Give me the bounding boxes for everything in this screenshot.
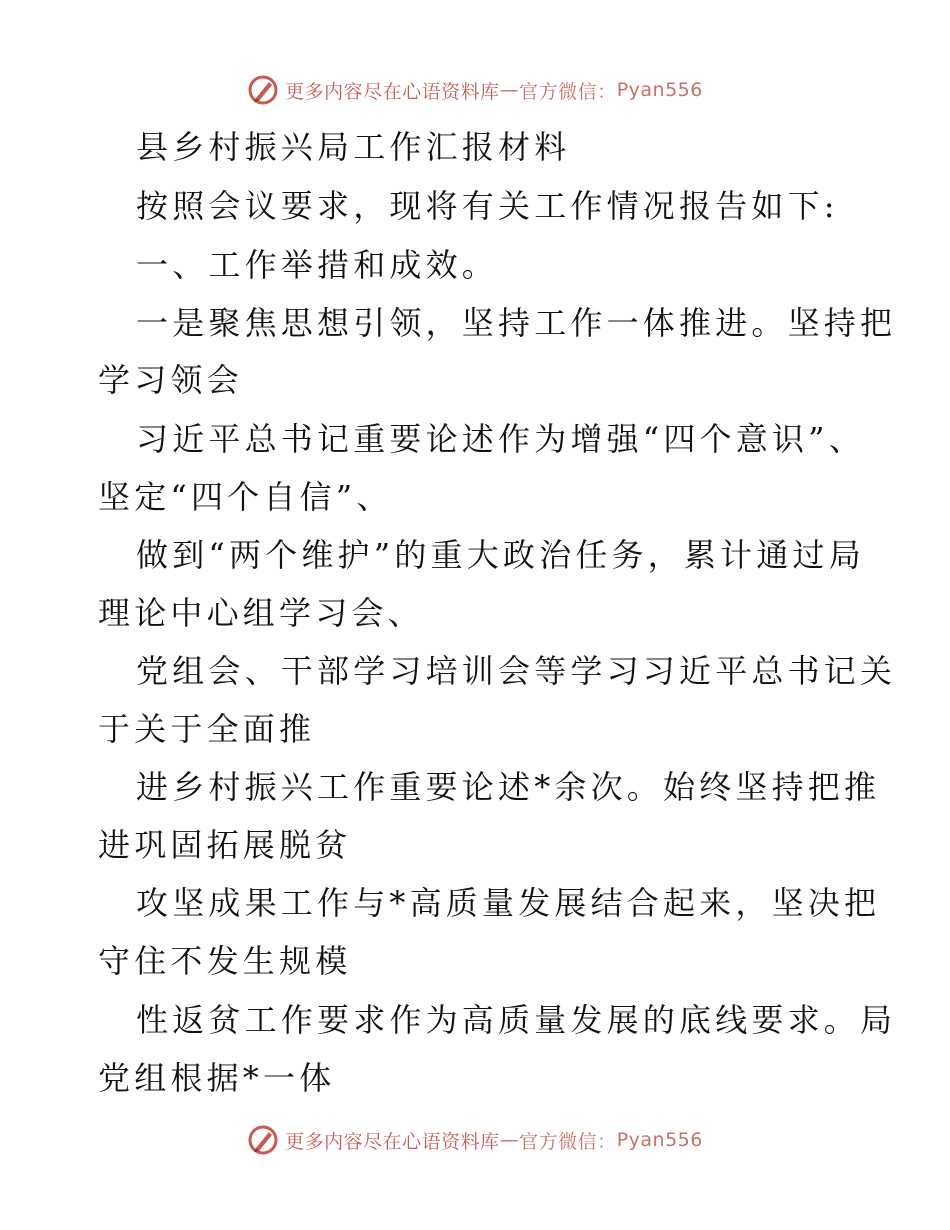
- header-watermark: [0, 70, 950, 110]
- doc-line: 学习领会: [98, 361, 243, 399]
- section-heading: 一、工作举措和成效。: [136, 246, 499, 284]
- doc-line: 守住不发生规模: [98, 942, 352, 980]
- watermark-text-main: 更多内容尽在心语资料库: [285, 1130, 500, 1153]
- doc-line: 按照会议要求，现将有关工作情况报告如下:: [136, 187, 839, 225]
- doc-line: 进巩固拓展脱贫: [98, 826, 352, 864]
- watermark-separator: —: [499, 1129, 520, 1151]
- doc-line: 做到“两个维护”的重大政治任务，累计通过局: [136, 536, 865, 574]
- watermark-separator: —: [499, 79, 520, 101]
- watermark-handle: Pyan556: [616, 79, 703, 101]
- doc-line: 进乡村振兴工作重要论述*余次。始终坚持把推: [136, 768, 881, 806]
- watermark-text-main: 更多内容尽在心语资料库: [285, 80, 500, 103]
- watermark-text-sub: 官方微信：: [519, 80, 617, 103]
- pen-circle-logo-icon: [247, 74, 279, 106]
- watermark-handle: Pyan556: [616, 1129, 703, 1151]
- footer-watermark: [0, 1120, 950, 1160]
- watermark-text-sub: 官方微信：: [519, 1130, 617, 1153]
- doc-line: 党组根据*一体: [98, 1059, 336, 1097]
- doc-line: 党组会、干部学习培训会等学习习近平总书记关: [136, 652, 897, 690]
- doc-line: 习近平总书记重要论述作为增强“四个意识”、: [136, 420, 865, 458]
- doc-line: 于关于全面推: [98, 710, 316, 748]
- doc-line: 攻坚成果工作与*高质量发展结合起来，坚决把: [136, 884, 881, 922]
- doc-line: 理论中心组学习会、: [98, 594, 424, 632]
- document-title: 县乡村振兴局工作汇报材料: [136, 128, 571, 166]
- pen-circle-logo-icon: [247, 1124, 279, 1156]
- doc-line: 一是聚焦思想引领，坚持工作一体推进。坚持把: [136, 304, 897, 342]
- doc-line: 坚定“四个自信”、: [98, 478, 393, 516]
- doc-line: 性返贫工作要求作为高质量发展的底线要求。局: [136, 1001, 897, 1039]
